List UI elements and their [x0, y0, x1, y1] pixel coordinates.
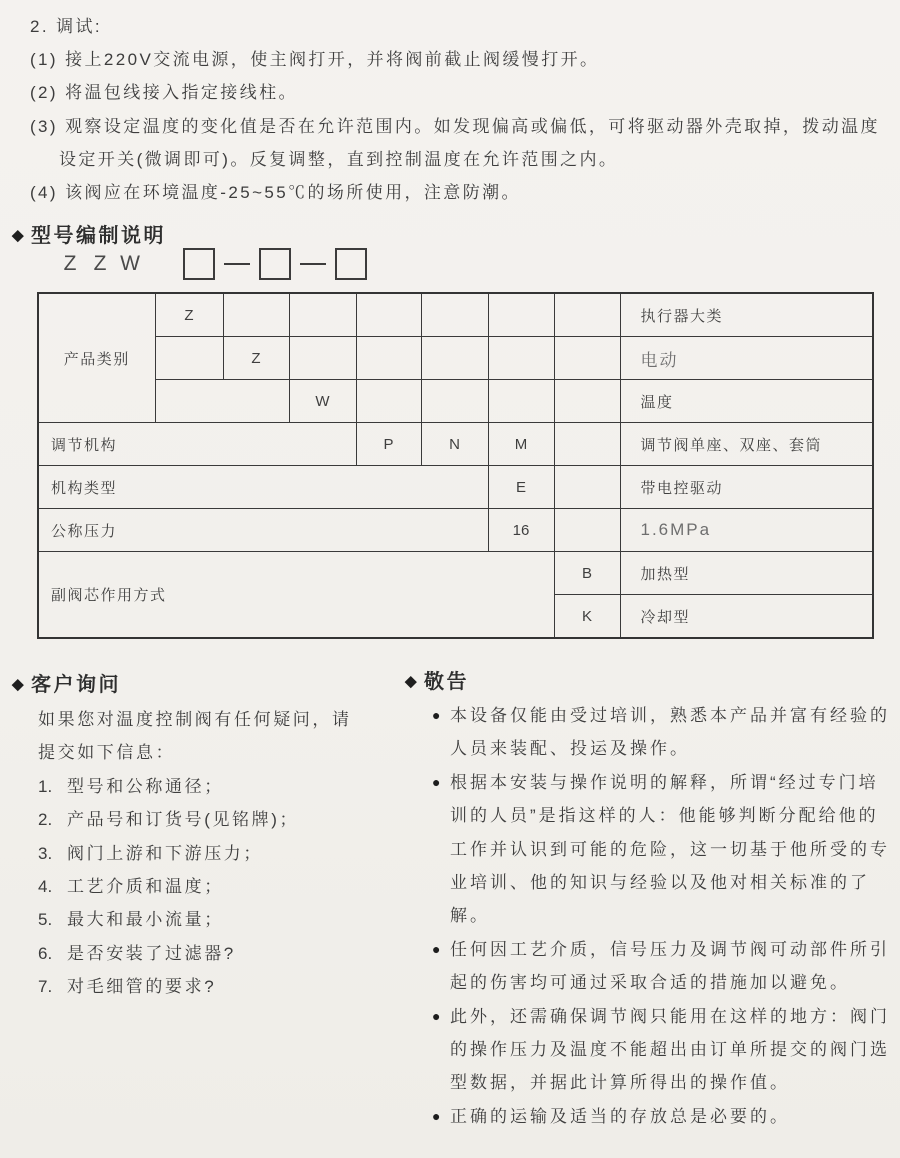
table-row-pilot-plug-heating — [38, 552, 873, 595]
customer-inquiry-heading-text: 客户询问 — [31, 674, 122, 696]
cell-code-z2: Z — [223, 337, 289, 380]
model-code-box-2 — [259, 248, 291, 280]
list-item-text: 型号和公称通径； — [67, 776, 224, 796]
list-item — [38, 870, 398, 903]
cell-code-w: W — [289, 380, 356, 423]
list-item-text: 最大和最小流量； — [67, 910, 224, 930]
notice-bullet-text: 根据本安装与操作说明的解释，所谓“经过专门培训的人员”是指这样的人：他能够判断分配给他的工作并认识到可能的危险，这一切基于他所受的专业培训、他的知识与经验以及他对相关标准的了解。 — [450, 772, 890, 926]
diamond-bullet-icon: ◆ — [12, 676, 27, 693]
cell-code-b: B — [554, 552, 620, 595]
list-item-number: 5. — [38, 910, 53, 930]
list-item — [38, 803, 398, 836]
cell-code-p: P — [356, 423, 421, 466]
model-code-box-1 — [183, 248, 215, 280]
cell-pilot-plug-action: 副阀芯作用方式 — [38, 552, 554, 639]
notice-bullet — [405, 766, 892, 933]
commissioning-step-3-continued: 设定开关(微调即可)。反复调整，直到控制温度在允许范围之内。 — [59, 149, 619, 169]
cell-desc-actuator-class: 执行器大类 — [620, 293, 873, 337]
model-code-dash-2 — [300, 263, 326, 265]
cell-regulating-mechanism: 调节机构 — [38, 423, 356, 466]
cell-code-16: 16 — [488, 509, 554, 552]
commissioning-step-2: (2) 将温包线接入指定接线柱。 — [30, 83, 298, 103]
dot-bullet-icon: ● — [432, 1107, 441, 1124]
list-item-number: 4. — [38, 877, 53, 897]
table-row-mechanism-type — [38, 466, 873, 509]
list-item-number: 6. — [38, 943, 53, 963]
table-row-actuator-class — [38, 293, 873, 337]
model-code-table — [37, 292, 874, 639]
cell-desc-heating-type: 加热型 — [620, 552, 873, 595]
dot-bullet-icon: ● — [432, 940, 441, 957]
commissioning-step-4: (4) 该阀应在环境温度-25~55℃的场所使用，注意防潮。 — [30, 183, 521, 203]
cell-mechanism-type: 机构类型 — [38, 466, 488, 509]
cell-code-n: N — [421, 423, 488, 466]
cell-code-m: M — [488, 423, 554, 466]
cell-desc-temperature: 温度 — [620, 380, 873, 423]
notice-heading-text: 敬告 — [424, 671, 470, 693]
customer-inquiry-body — [38, 703, 398, 1004]
list-item — [38, 903, 398, 936]
model-designation-heading — [12, 219, 166, 248]
cell-product-category: 产品类别 — [38, 293, 155, 423]
cell-desc-electric: 电动 — [620, 337, 873, 380]
model-code-letter-2: Z — [93, 252, 107, 275]
table-row-temperature — [38, 380, 873, 423]
list-item-text: 产品号和订货号(见铭牌)； — [67, 810, 300, 830]
notice-bullet-text: 此外，还需确保调节阀只能用在这样的地方：阀门的操作压力及温度不能超出由订单所提交的阀门选型数据，并据此计算所得出的操作值。 — [450, 1006, 890, 1093]
commissioning-heading: 2. 调试: — [30, 17, 103, 36]
list-item-text: 工艺介质和温度； — [67, 877, 224, 897]
list-item — [38, 837, 398, 870]
cell-code-z1: Z — [155, 293, 223, 337]
diamond-bullet-icon: ◆ — [12, 227, 27, 244]
customer-inquiry-intro-line-1: 如果您对温度控制阀有任何疑问，请 — [38, 710, 352, 729]
model-designation-heading-text: 型号编制说明 — [31, 225, 167, 247]
dot-bullet-icon: ● — [432, 707, 441, 723]
table-row-nominal-pressure — [38, 509, 873, 552]
list-item — [38, 770, 398, 803]
cell-nominal-pressure: 公称压力 — [38, 509, 488, 552]
customer-inquiry-intro-line-2: 提交如下信息： — [38, 743, 176, 763]
diamond-bullet-icon: ◆ — [405, 673, 420, 690]
customer-inquiry-heading — [12, 668, 121, 697]
model-code-line — [60, 247, 367, 281]
cell-desc-valve-seats: 调节阀单座、双座、套筒 — [620, 423, 873, 466]
dot-bullet-icon: ● — [432, 1007, 441, 1024]
notice-bullet — [405, 933, 892, 1000]
commissioning-section — [30, 10, 895, 209]
table-row-regulating-mechanism — [38, 423, 873, 466]
model-code-box-3 — [335, 248, 367, 280]
dot-bullet-icon: ● — [432, 773, 441, 790]
cell-desc-pressure-value: 1.6MPa — [620, 509, 873, 552]
commissioning-step-1: (1) 接上220V交流电源，使主阀打开，并将阀前截止阀缓慢打开。 — [30, 50, 600, 70]
model-code-dash-1 — [224, 263, 250, 265]
table-row-electric — [38, 337, 873, 380]
notice-bullet-text: 任何因工艺介质，信号压力及调节阀可动部件所引起的伤害均可通过采取合适的措施加以避免。 — [450, 939, 890, 993]
list-item-number: 3. — [38, 843, 53, 863]
cell-desc-electric-drive: 带电控驱动 — [620, 466, 873, 509]
cell-code-e: E — [488, 466, 554, 509]
list-item-text: 阀门上游和下游压力； — [67, 843, 263, 863]
notice-heading — [405, 665, 469, 694]
notice-bullet — [405, 1000, 892, 1100]
list-item — [38, 937, 398, 970]
notice-bullet-text: 正确的运输及适当的存放总是必要的。 — [450, 1106, 790, 1126]
cell-desc-cooling-type: 冷却型 — [620, 595, 873, 639]
notice-bullet — [405, 1100, 892, 1133]
notice-bullet-text: 本设备仅能由受过培训，熟悉本产品并富有经验的人员来装配、投运及操作。 — [450, 706, 890, 759]
list-item-text: 对毛细管的要求? — [67, 977, 217, 997]
list-item-number: 2. — [38, 810, 53, 830]
list-item — [38, 970, 398, 1003]
notice-list — [405, 699, 892, 1133]
notice-bullet — [405, 699, 892, 766]
list-item-text: 是否安装了过滤器? — [67, 943, 236, 963]
commissioning-step-3: (3) 观察设定温度的变化值是否在允许范围内。如发现偏高或偏低，可将驱动器外壳取掉，拨动温度 — [30, 116, 880, 136]
model-code-letter-3: W — [120, 252, 140, 275]
list-item-number: 1. — [38, 776, 53, 796]
list-item-number: 7. — [38, 977, 53, 997]
model-code-letter-1: Z — [63, 252, 77, 275]
cell-code-k: K — [554, 595, 620, 639]
